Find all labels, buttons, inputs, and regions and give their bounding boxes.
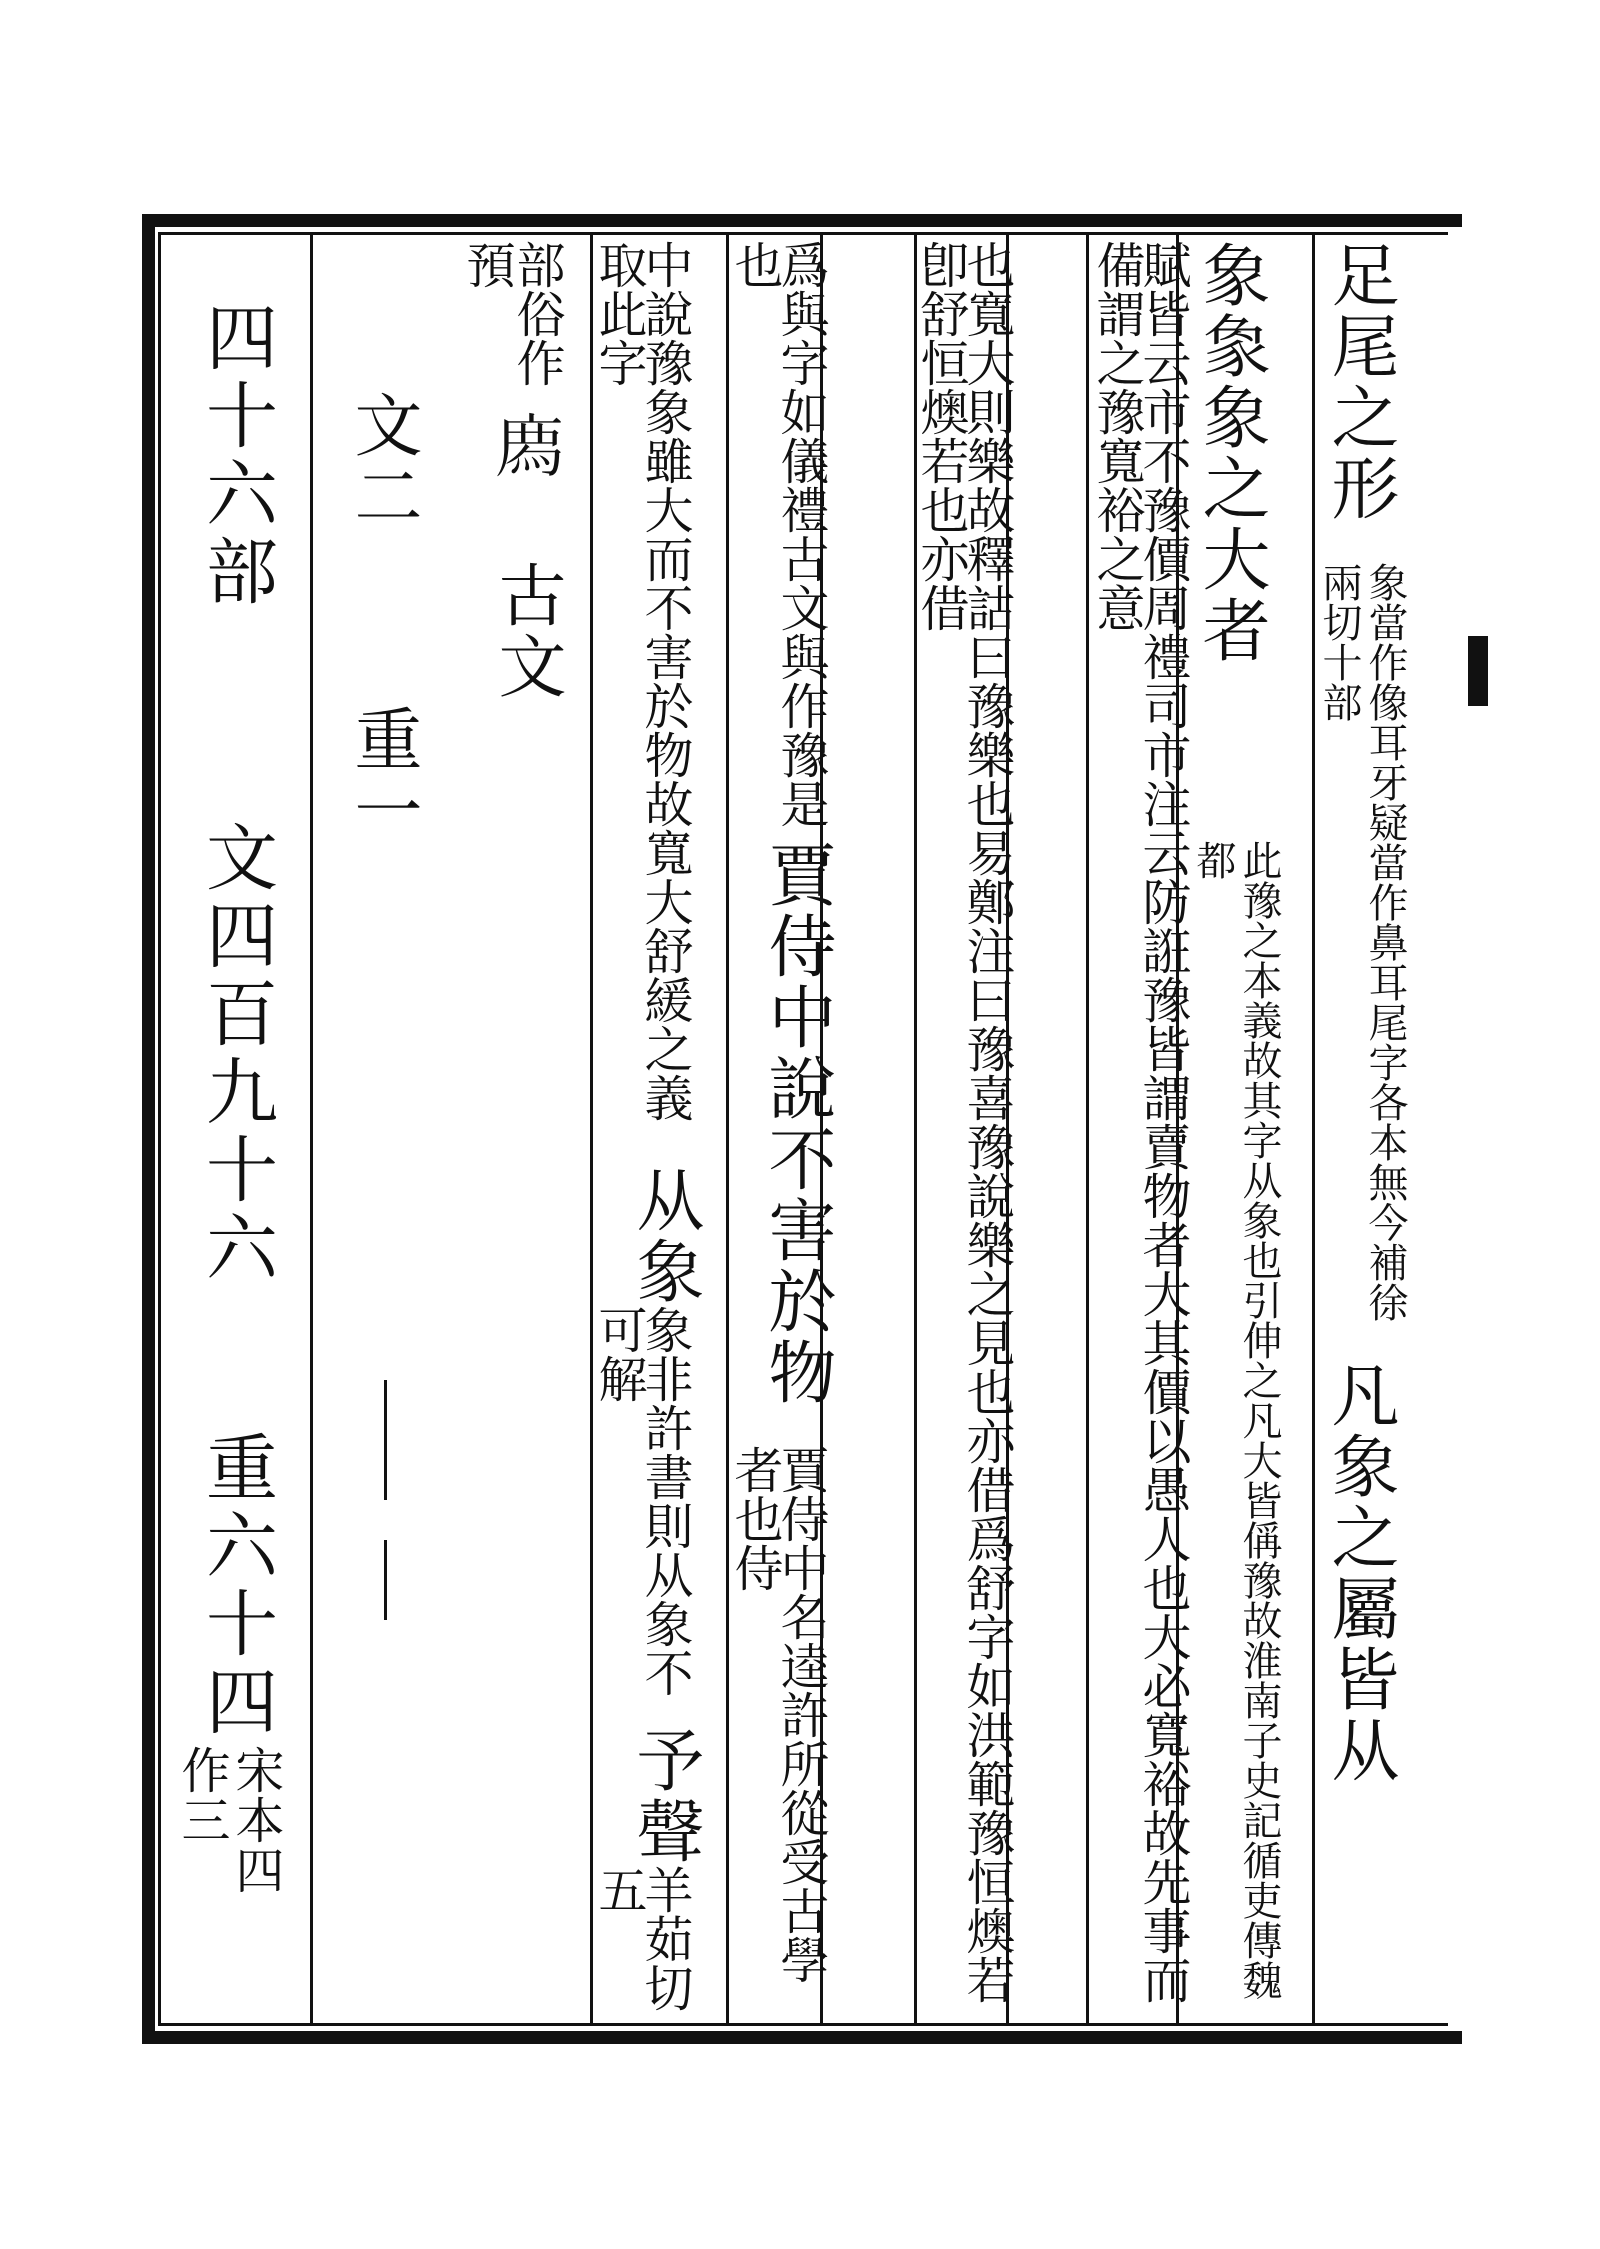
column-rule bbox=[590, 232, 593, 2026]
text-column-5-big: 賈侍中說不害於物 bbox=[757, 840, 836, 1408]
note-b: 見也亦借爲舒字如洪範豫恒燠若卽舒恒燠若也亦借 bbox=[913, 240, 1016, 2004]
dashed-rule bbox=[384, 1380, 387, 1500]
note-a: 中說豫象雖大而不害於物 bbox=[637, 240, 694, 779]
text-column-6-big: 从象 bbox=[625, 1165, 704, 1307]
note-b: 字各本無今補徐兩切十部 bbox=[1316, 562, 1408, 1322]
note-a: 象當作像耳牙疑當作鼻耳尾 bbox=[1362, 562, 1408, 1042]
text-column-6-big-2: 予聲 bbox=[625, 1725, 704, 1867]
text-column-5-note-top bbox=[727, 240, 830, 840]
note-c: 文與作豫是也 bbox=[727, 240, 830, 828]
column-rule bbox=[310, 232, 313, 2026]
dashed-rule bbox=[384, 1540, 387, 1620]
text-column-3-note bbox=[1089, 240, 1192, 2020]
section-title: 四十六部 bbox=[194, 300, 278, 612]
text-column-7-note bbox=[459, 240, 566, 410]
text-column-7-big: 古文 bbox=[487, 560, 566, 702]
note-a: 賦皆云市不豫價周禮司市注云防誑豫皆謂賣物者大 bbox=[1135, 240, 1192, 1318]
text-column-2-big: 象𧰼象之大者 bbox=[1191, 240, 1270, 666]
collation-note-b: 作三 bbox=[174, 1745, 231, 1845]
text-column-6-note-bottom bbox=[591, 1865, 694, 2015]
note-b: 作預 bbox=[459, 240, 566, 387]
text-column-5-note-bottom bbox=[727, 1445, 830, 2025]
word-count: 文四百九十六 bbox=[194, 820, 278, 1288]
note-b: 其價以愚人也大必寬裕故先事而備謂之豫寬裕之意 bbox=[1089, 240, 1192, 2004]
text-column-1-big: 足尾之形 bbox=[1320, 240, 1399, 524]
collation-note-a: 宋本四 bbox=[228, 1745, 285, 1895]
note-b: 故寬大舒緩之義取此字 bbox=[591, 240, 694, 1122]
count-line: 文二 重一 bbox=[343, 390, 422, 846]
text-column-6-note-mid bbox=[591, 1305, 694, 1725]
note-a: 此豫之本義故其字从象也引伸之凡 bbox=[1236, 840, 1282, 1440]
text-column-4-note bbox=[913, 240, 1016, 2020]
text-column-2-note bbox=[1190, 840, 1282, 2020]
note-a: 爲與字如儀禮古 bbox=[773, 240, 830, 583]
text-column-1-note bbox=[1316, 562, 1408, 1322]
note-a: 部俗 bbox=[509, 240, 566, 338]
note-a: 也寬大則樂故釋詁曰豫樂也易鄭注曰豫喜豫說樂之 bbox=[959, 240, 1016, 1318]
column-rule bbox=[1312, 232, 1315, 2026]
column-rule bbox=[726, 232, 729, 2026]
text-column-1-big-2: 凡象之屬皆从 bbox=[1320, 1360, 1399, 1786]
note-f: 切五 bbox=[591, 1865, 694, 2012]
note-e: 羊茹 bbox=[637, 1865, 694, 1963]
note-b: 賈侍中名逵許所 bbox=[773, 1445, 830, 1788]
seal-glyph: 𢊁 bbox=[487, 410, 566, 481]
note-d: 從受古學者也侍 bbox=[727, 1445, 830, 1984]
note-d: 象不可解 bbox=[591, 1305, 694, 1697]
margin-tick bbox=[1468, 636, 1488, 706]
text-column-6-note-top bbox=[591, 240, 694, 1160]
note-b: 大皆偁豫故淮南子史記循吏傳魏都 bbox=[1190, 840, 1282, 2000]
note-c: 象非許書則从 bbox=[637, 1305, 694, 1599]
duplicate-count: 重六十四 bbox=[194, 1430, 278, 1742]
